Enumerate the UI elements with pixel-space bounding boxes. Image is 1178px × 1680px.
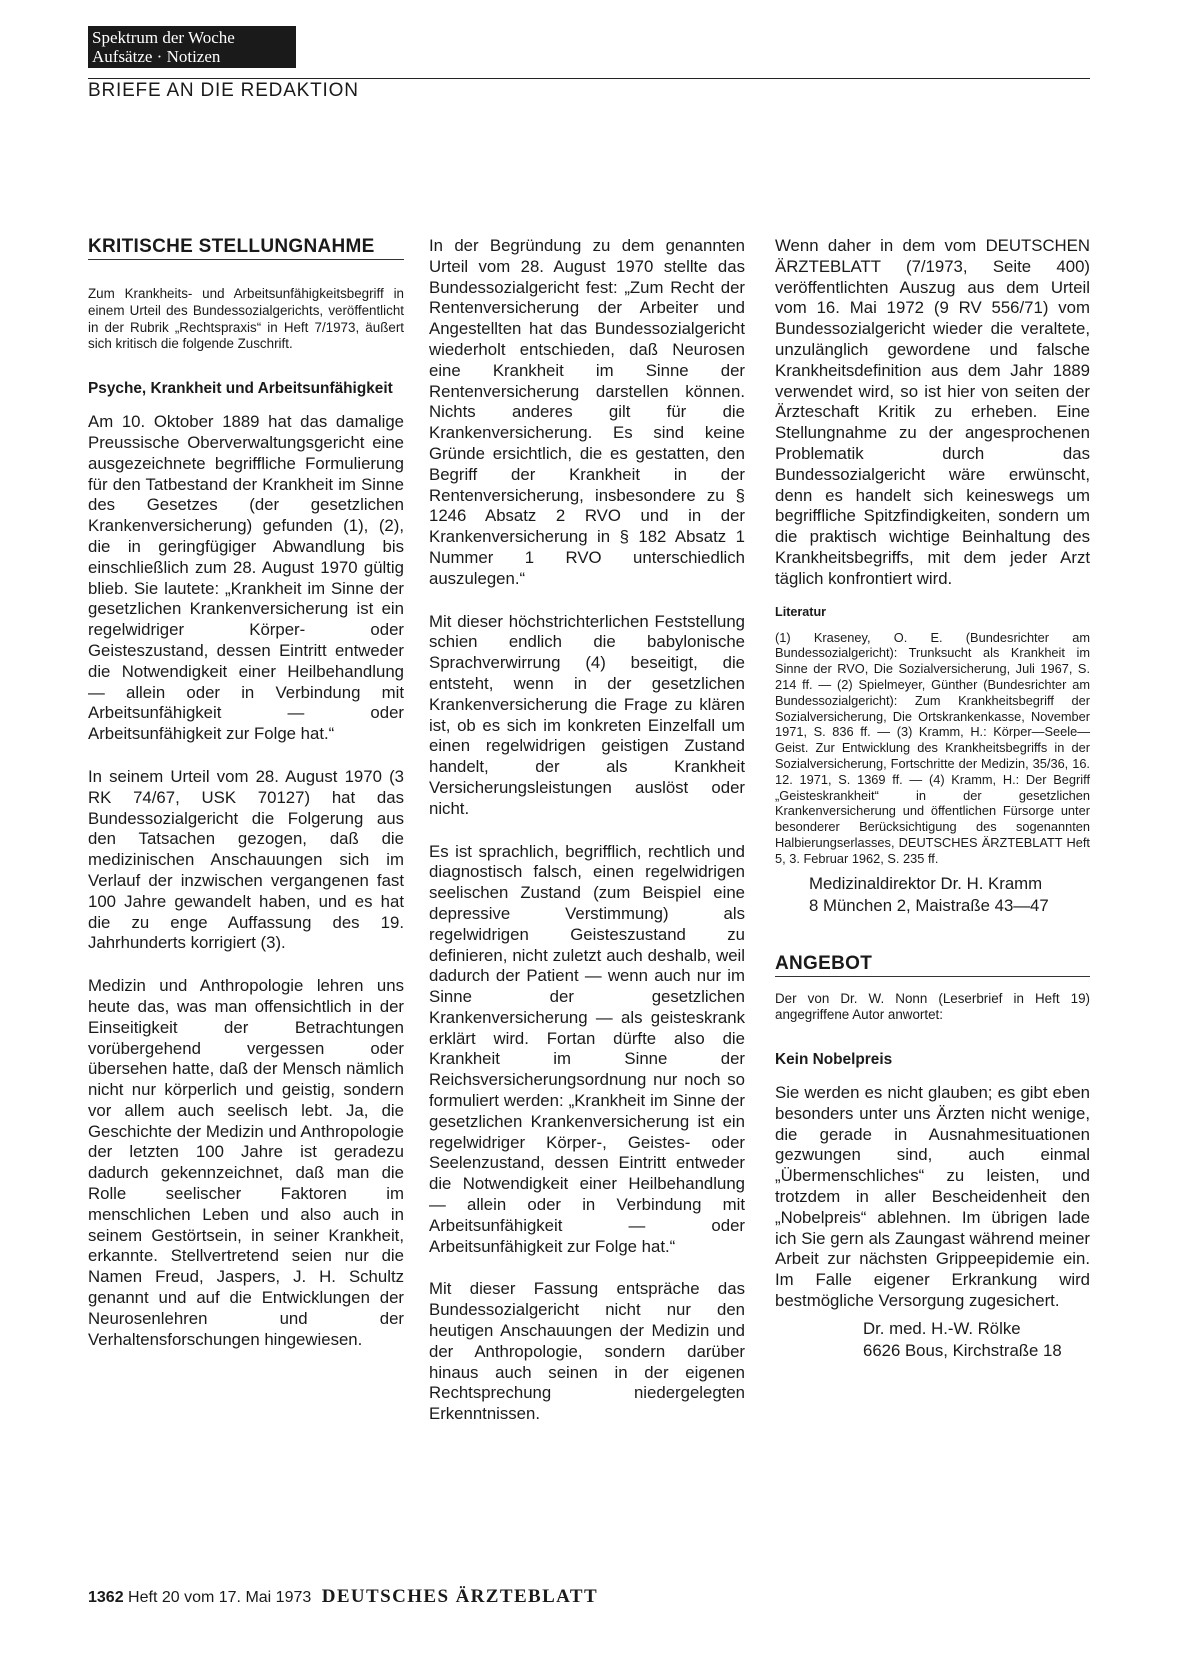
issue-info: Heft 20 vom 17. Mai 1973 bbox=[128, 1589, 312, 1606]
article1-headline: Psyche, Krankheit und Arbeitsunfähigkeit bbox=[88, 380, 393, 398]
journal-name: DEUTSCHES ÄRZTEBLATT bbox=[321, 1586, 599, 1607]
column-1 bbox=[88, 236, 404, 1372]
literature-list: (1) Kraseney, O. E. (Bundesrichter am Bundessozialgericht): Trunksucht als Krankheit im Sinne der RVO, Die Sozialversicherung, Juli 1967, S. 214 ff. — (2) Spielmeyer, Günther (Bundesrichter am Bundessozialgericht): Zum Krankheitsbegriff der Sozialversicherung, Die Ortskrankenkasse, November 1971, S. 836 ff. — (3) Kramm, H.: Körper—Seele—Geist. Zur Entwicklung des Krankheitsbegriffs in der Sozialversicherung, Fortschritte der Medizin, 35/36, 16. 12. 1971, S. 1369 ff. — (4) Kramm, H.: Der Begriff „Geisteskrankheit“ in der gesetzlichen Krankenversicherung und öffentlichen Fürsorge unter besonderer Berücksichtigung des sogenannten Halbierungserlasses, DEUTSCHES ÄRZTEBLATT Heft 5, 3. Februar 1962, S. 235 ff. bbox=[775, 629, 1090, 866]
article2-lead: Der von Dr. W. Nonn (Leserbrief in Heft 19) angegriffene Autor anwortet: bbox=[775, 990, 1090, 1023]
article1-kicker: KRITISCHE STELLUNGNAHME bbox=[88, 236, 404, 260]
badge-line-1: Spektrum der Woche bbox=[92, 28, 235, 47]
signature-name: Dr. med. H.-W. Rölke bbox=[863, 1318, 1021, 1338]
article2-kicker: ANGEBOT bbox=[775, 953, 1090, 977]
article2-signature bbox=[775, 1318, 1090, 1362]
article1-paragraph: Wenn daher in dem vom DEUTSCHEN ÄRZTEBLATT (7/1973, Seite 400) veröffentlichten Auszug aus dem Urteil vom 16. Mai 1972 (9 RV 556/71) vom Bundessozialgericht wieder die veraltete, unzulänglich gewordene und falsche Krankheitsdefinition aus dem Jahr 1889 verwendet wird, so ist hier von seiten der Ärzteschaft Kritik zu erheben. Eine Stellungnahme zu der angesprochenen Problematik durch das Bundessozialgericht wäre erwünscht, denn es handelt sich keineswegs um begriffliche Spitzfindigkeiten, sondern um die praktisch wichtige Beinhaltung des Krankheitsbegriffs, mit dem jeder Arzt täglich konfrontiert wird. bbox=[775, 236, 1090, 588]
article1-paragraph: Am 10. Oktober 1889 hat das damalige Preussische Oberverwaltungsgericht eine ausgezeichnete begriffliche Formulierung für den Tatbestand der Krankheit im Sinne des Gesetzes (der gesetzlichen Krankenversicherung) gefunden (1), (2), die in geringfügiger Abwandlung bis einschließlich zum 28. August 1970 gültig blieb. Sie lautete: „Krankheit im Sinne der gesetzlichen Krankenversicherung ist ein regelwidriger Körper- oder Geisteszustand, dessen Eintritt entweder die Notwendigkeit einer Heilbehandlung — allein oder in Verbindung mit Arbeitsunfähigkeit — oder Arbeitsunfähigkeit zur Folge hat.“ bbox=[88, 412, 404, 744]
article1-lead: Zum Krankheits- und Arbeitsunfähigkeitsbegriff in einem Urteil des Bundessozialgerichts, veröffentlicht in der Rubrik „Rechtspraxis“ in Heft 7/1973, äußert sich kritisch die folgende Zuschrift. bbox=[88, 286, 404, 352]
header-rule bbox=[88, 78, 1090, 79]
article1-signature bbox=[775, 873, 1090, 917]
article1-paragraph: Medizin und Anthropologie lehren uns heute das, was man offensichtlich in der Einseitigkeit der Betrachtungen vorübergehend vergessen oder übersehen hatte, daß der Mensch nämlich nicht nur körperlich und geistig, sondern vor allem auch seelisch lebt. Ja, die Geschichte der Medizin und Anthropologie der letzten 100 Jahre ist geradezu dadurch gekennzeichnet, daß man die Rolle seelischer Faktoren im menschlichen Leben und also auch in seinem Gestörtsein, in seiner Krankheit, erkannte. Stellvertretend seien nur die Namen Freud, Jaspers, J. H. Schultz genannt und auf die Entwicklungen der Neurosenlehren und der Verhaltensforschungen hingewiesen. bbox=[88, 976, 404, 1349]
signature-address: 8 München 2, Maistraße 43—47 bbox=[809, 895, 1049, 915]
article1-paragraph: Mit dieser höchstrichterlichen Feststellung schien endlich die babylonische Sprachverwirrung (4) beseitigt, die entsteht, wenn in der gesetzlichen Krankenversicherung die Frage zu klären ist, ob es sich im konkreten Einzelfall um einen regelwidrigen geistigen Zustand handelt, der als Krankheit Versicherungsleistungen auslöst oder nicht. bbox=[429, 611, 745, 818]
article2-headline: Kein Nobelpreis bbox=[775, 1051, 893, 1069]
column-3 bbox=[775, 236, 1090, 1362]
section-title: BRIEFE AN DIE REDAKTION bbox=[88, 80, 359, 101]
signature-address: 6626 Bous, Kirchstraße 18 bbox=[863, 1340, 1062, 1360]
signature-name: Medizinaldirektor Dr. H. Kramm bbox=[809, 873, 1043, 893]
article1-paragraph: In seinem Urteil vom 28. August 1970 (3 RK 74/67, USK 70127) hat das Bundessozialgericht die Folgerung aus den Tatsachen gezogen, daß die medizinischen Anschauungen sich im Verlauf der inzwischen vergangenen fast 100 Jahre gewandelt haben, und es hat die zu enge Auffassung des 19. Jahrhunderts korrigiert (3). bbox=[88, 766, 404, 953]
article1-paragraph: In der Begründung zu dem genannten Urteil vom 28. August 1970 stellte das Bundessozialgericht fest: „Zum Recht der Rentenversicherung der Arbeiter und Angestellten hat das Bundessozialgericht wiederholt entschieden, daß Neurosen eine Krankheit im Sinne der Rentenversicherung darstellen können. Nichts anderes gilt für die Krankenversicherung. Es sind keine Gründe ersichtlich, die es gestatten, den Begriff der Krankheit in der Rentenversicherung, insbesondere zu § 1246 Absatz 2 RVO und in der Krankenversicherung in § 182 Absatz 1 Nummer 1 RVO unterschiedlich auszulegen.“ bbox=[429, 236, 745, 588]
page-footer bbox=[88, 1586, 598, 1608]
page-number: 1362 bbox=[88, 1589, 124, 1606]
article1-paragraph: Es ist sprachlich, begrifflich, rechtlich und diagnostisch falsch, einen regelwidrigen seelischen Zustand (zum Beispiel eine depressive Verstimmung) als regelwidrigen Geisteszustand zu definieren, nicht zuletzt auch deshalb, weil dadurch der Patient — wenn auch nur im Sinne der gesetzlichen Krankenversicherung — als geisteskrank erklärt wird. Fortan dürfte also die Krankheit im Sinne der Reichsversicherungsordnung nur noch so formuliert werden: „Krankheit im Sinne der gesetzlichen Krankenversicherung ist ein regelwidriger Körper-, Geistes- oder Seelenzustand, dessen Eintritt entweder die Notwendigkeit einer Heilbehandlung — allein oder in Verbindung mit Arbeitsunfähigkeit — oder Arbeitsunfähigkeit zur Folge hat.“ bbox=[429, 841, 745, 1256]
badge-line-2: Aufsätze · Notizen bbox=[92, 47, 221, 66]
literature-heading: Literatur bbox=[775, 604, 827, 619]
article2-body: Sie werden es nicht glauben; es gibt eben besonders unter uns Ärzten nicht wenige, die gerade in Ausnahmesituationen gezwungen sind, auch einmal „Übermenschliches“ zu leisten, und trotzdem in aller Bescheidenheit den „Nobelpreis“ ablehnen. Im übrigen lade ich Sie gern als Zaungast während meiner Arbeit zur nächsten Grippeepidemie ein. Im Falle eigener Erkrankung wird bestmögliche Versorgung zugesichert. bbox=[775, 1083, 1090, 1311]
article1-paragraph: Mit dieser Fassung entspräche das Bundessozialgericht nicht nur den heutigen Anschauungen der Medizin und der Anthropologie, sondern darüber hinaus auch seinen in der eigenen Rechtsprechung niedergelegten Erkenntnissen. bbox=[429, 1279, 745, 1424]
column-2 bbox=[429, 236, 745, 1447]
section-badge bbox=[88, 26, 296, 68]
